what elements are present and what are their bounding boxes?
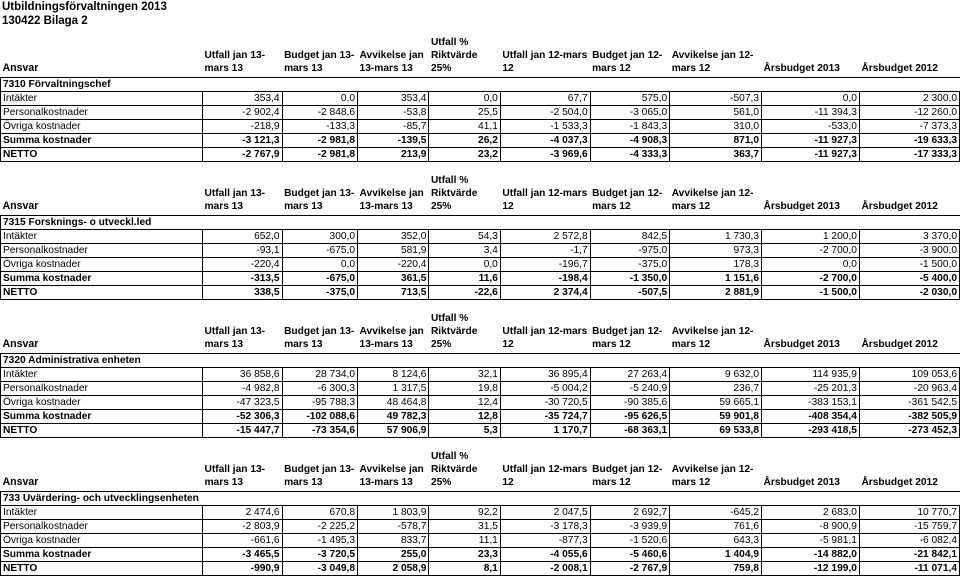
column-header: Budget jan 12-mars 12 xyxy=(592,326,663,350)
table-cell: -975,0 xyxy=(590,244,670,258)
table-cell: 1 803,9 xyxy=(358,506,429,520)
table-cell: -1 843,3 xyxy=(590,120,670,134)
table-cell: -11 394,3 xyxy=(762,106,860,120)
table-cell: 59 901,8 xyxy=(670,410,762,424)
table-cell: 871,0 xyxy=(670,134,762,148)
table-cell: -12 199,0 xyxy=(762,562,860,576)
column-header: Avvikelse jan 13-mars 13 xyxy=(359,50,424,74)
table-cell: 213,9 xyxy=(358,148,429,162)
table-cell: -1 533,3 xyxy=(500,120,590,134)
table-cell: 3,4 xyxy=(429,244,500,258)
table-cell: -313,5 xyxy=(203,272,283,286)
table-cell: 581,9 xyxy=(358,244,429,258)
column-header-row xyxy=(1,174,960,216)
table-row xyxy=(1,286,960,300)
table-cell: -408 354,4 xyxy=(762,410,860,424)
table-cell: -35 724,7 xyxy=(500,410,590,424)
table-row xyxy=(1,230,960,244)
column-header: Utfall % Riktvärde 25% xyxy=(430,175,478,212)
table-cell: -102 088,6 xyxy=(282,410,357,424)
table-cell: 114 935,9 xyxy=(762,368,860,382)
column-header: Avvikelse jan 13-mars 13 xyxy=(359,464,424,488)
table-cell: -95 788,3 xyxy=(282,396,357,410)
section-name: 7315 Forsknings- o utveckl.led xyxy=(1,216,960,230)
table-cell: -2 981,8 xyxy=(282,148,357,162)
column-header: Utfall jan 12-mars 12 xyxy=(502,326,588,350)
table-cell: 54,3 xyxy=(429,230,500,244)
table-row xyxy=(1,134,960,148)
column-header: Avvikelse jan 13-mars 13 xyxy=(359,326,424,350)
table-cell: -877,3 xyxy=(500,534,590,548)
table-cell: 713,5 xyxy=(358,286,429,300)
table-cell: -4 055,6 xyxy=(500,548,590,562)
table-cell: 49 782,3 xyxy=(358,410,429,424)
table-cell: -93,1 xyxy=(203,244,283,258)
table-row xyxy=(1,368,960,382)
table-cell: -383 153,1 xyxy=(762,396,860,410)
section-header-row xyxy=(1,216,960,230)
table-cell: 23,2 xyxy=(429,148,500,162)
table-row xyxy=(1,520,960,534)
table-cell: 2 058,9 xyxy=(358,562,429,576)
row-label: Övriga kostnader xyxy=(1,120,203,134)
table-cell: -19 633,3 xyxy=(859,134,959,148)
table-cell: 59 665,1 xyxy=(670,396,762,410)
table-cell: -90 385,6 xyxy=(590,396,670,410)
column-header: Utfall jan 13-mars 13 xyxy=(204,50,266,74)
column-header: Årsbudget 2012 xyxy=(861,339,938,350)
table-cell: -661,6 xyxy=(203,534,283,548)
row-label: Personalkostnader xyxy=(1,244,203,258)
row-label: NETTO xyxy=(1,148,203,162)
table-cell: -2 700,0 xyxy=(762,244,860,258)
column-header: Budget jan 13-mars 13 xyxy=(284,188,355,212)
table-cell: -4 982,8 xyxy=(203,382,283,396)
table-cell: -375,0 xyxy=(590,258,670,272)
table-cell: 3 370,0 xyxy=(859,230,959,244)
table-cell: 353,4 xyxy=(358,92,429,106)
table-cell: 670,8 xyxy=(282,506,357,520)
table-cell: -198,4 xyxy=(500,272,590,286)
row-label: Summa kostnader xyxy=(1,548,203,562)
table-cell: -11 071,4 xyxy=(859,562,959,576)
table-cell: -20 963,4 xyxy=(859,382,959,396)
row-label: Övriga kostnader xyxy=(1,534,203,548)
table-cell: -382 505,9 xyxy=(859,410,959,424)
table-row xyxy=(1,92,960,106)
table-cell: -2 981,8 xyxy=(282,134,357,148)
table-cell: 5,3 xyxy=(429,424,500,438)
table-cell: 575,0 xyxy=(590,92,670,106)
table-cell: 0,0 xyxy=(429,92,500,106)
row-label: Intäkter xyxy=(1,506,203,520)
table-cell: -533,0 xyxy=(762,120,860,134)
section-name: 7310 Förvaltningschef xyxy=(1,78,960,92)
table-cell: -4 908,3 xyxy=(590,134,670,148)
table-row xyxy=(1,396,960,410)
table-cell: 338,5 xyxy=(203,286,283,300)
table-cell: 842,5 xyxy=(590,230,670,244)
table-cell: 353,4 xyxy=(203,92,283,106)
table-cell: 352,0 xyxy=(358,230,429,244)
column-header: Budget jan 13-mars 13 xyxy=(284,326,355,350)
table-cell: -1 500,0 xyxy=(859,258,959,272)
table-cell: 31,5 xyxy=(429,520,500,534)
table-cell: -2 803,9 xyxy=(203,520,283,534)
table-cell: -2 008,1 xyxy=(500,562,590,576)
row-label: Intäkter xyxy=(1,368,203,382)
section-header-row xyxy=(1,354,960,368)
table-cell: 2 300,0 xyxy=(859,92,959,106)
table-cell: -30 720,5 xyxy=(500,396,590,410)
table-cell: -3 065,0 xyxy=(590,106,670,120)
table-cell: -645,2 xyxy=(670,506,762,520)
table-cell: -2 848,6 xyxy=(282,106,357,120)
table-cell: 2 374,4 xyxy=(500,286,590,300)
table-cell: -11 927,3 xyxy=(762,134,860,148)
table-cell: 32,1 xyxy=(429,368,500,382)
table-cell: 1 317,5 xyxy=(358,382,429,396)
table-cell: 48 464,8 xyxy=(358,396,429,410)
table-cell: 0,0 xyxy=(282,258,357,272)
table-row xyxy=(1,120,960,134)
table-cell: -68 363,1 xyxy=(590,424,670,438)
table-cell: 8 124,6 xyxy=(358,368,429,382)
table-cell: 310,0 xyxy=(670,120,762,134)
section-table xyxy=(0,312,960,438)
table-cell: -2 504,0 xyxy=(500,106,590,120)
table-cell: 69 533,8 xyxy=(670,424,762,438)
table-cell: -3 465,5 xyxy=(203,548,283,562)
table-cell: 255,0 xyxy=(358,548,429,562)
table-cell: 9 632,0 xyxy=(670,368,762,382)
row-label: Övriga kostnader xyxy=(1,396,203,410)
table-cell: 109 053,6 xyxy=(859,368,959,382)
column-header: Ansvar xyxy=(2,476,39,488)
row-label: Intäkter xyxy=(1,230,203,244)
row-label: Summa kostnader xyxy=(1,410,203,424)
row-label: NETTO xyxy=(1,424,203,438)
table-cell: 2 692,7 xyxy=(590,506,670,520)
column-header: Budget jan 12-mars 12 xyxy=(592,188,663,212)
table-cell: -578,7 xyxy=(358,520,429,534)
column-header: Avvikelse jan 12-mars 12 xyxy=(671,188,754,212)
column-header: Årsbudget 2012 xyxy=(861,63,938,74)
table-cell: 27 263,4 xyxy=(590,368,670,382)
column-header: Årsbudget 2013 xyxy=(763,63,840,74)
table-cell: -5 460,6 xyxy=(590,548,670,562)
table-cell: -273 452,3 xyxy=(859,424,959,438)
column-header: Årsbudget 2012 xyxy=(861,201,938,212)
table-cell: -6 082,4 xyxy=(859,534,959,548)
table-row xyxy=(1,258,960,272)
section-name: 7320 Administrativa enheten xyxy=(1,354,960,368)
table-cell: 643,3 xyxy=(670,534,762,548)
table-cell: -990,9 xyxy=(203,562,283,576)
row-label: Intäkter xyxy=(1,92,203,106)
column-header-row xyxy=(1,36,960,78)
table-cell: -6 300,3 xyxy=(282,382,357,396)
table-cell: -196,7 xyxy=(500,258,590,272)
row-label: Personalkostnader xyxy=(1,106,203,120)
table-cell: -52 306,3 xyxy=(203,410,283,424)
column-header: Utfall jan 12-mars 12 xyxy=(502,188,588,212)
table-row xyxy=(1,562,960,576)
column-header: Ansvar xyxy=(2,62,39,74)
table-cell: 36 895,4 xyxy=(500,368,590,382)
table-cell: 363,7 xyxy=(670,148,762,162)
column-header: Avvikelse jan 12-mars 12 xyxy=(671,464,754,488)
table-cell: 1 170,7 xyxy=(500,424,590,438)
table-row xyxy=(1,410,960,424)
column-header: Utfall jan 12-mars 12 xyxy=(502,50,588,74)
table-cell: -47 323,5 xyxy=(203,396,283,410)
table-cell: -2 767,9 xyxy=(590,562,670,576)
row-label: Övriga kostnader xyxy=(1,258,203,272)
table-cell: 652,0 xyxy=(203,230,283,244)
table-cell: -675,0 xyxy=(282,244,357,258)
table-cell: 2 474,6 xyxy=(203,506,283,520)
table-cell: -2 700,0 xyxy=(762,272,860,286)
table-cell: -53,8 xyxy=(358,106,429,120)
table-cell: 833,7 xyxy=(358,534,429,548)
section-header-row xyxy=(1,78,960,92)
table-cell: -12 260,0 xyxy=(859,106,959,120)
column-header: Budget jan 12-mars 12 xyxy=(592,50,663,74)
table-cell: -95 626,5 xyxy=(590,410,670,424)
column-header: Utfall jan 12-mars 12 xyxy=(502,464,588,488)
table-row xyxy=(1,106,960,120)
table-cell: 23,3 xyxy=(429,548,500,562)
table-cell: -25 201,3 xyxy=(762,382,860,396)
table-cell: 8,1 xyxy=(429,562,500,576)
table-cell: -21 842,1 xyxy=(859,548,959,562)
table-cell: -2 030,0 xyxy=(859,286,959,300)
table-cell: -73 354,6 xyxy=(282,424,357,438)
table-cell: -85,7 xyxy=(358,120,429,134)
column-header: Utfall % Riktvärde 25% xyxy=(430,37,478,74)
table-cell: -1 500,0 xyxy=(762,286,860,300)
table-cell: 11,1 xyxy=(429,534,500,548)
table-cell: -14 882,0 xyxy=(762,548,860,562)
table-cell: -675,0 xyxy=(282,272,357,286)
row-label: NETTO xyxy=(1,562,203,576)
table-cell: -4 333,3 xyxy=(590,148,670,162)
table-cell: 2 881,9 xyxy=(670,286,762,300)
row-label: Summa kostnader xyxy=(1,134,203,148)
row-label: Summa kostnader xyxy=(1,272,203,286)
table-row xyxy=(1,534,960,548)
table-cell: -1,7 xyxy=(500,244,590,258)
column-header-row xyxy=(1,450,960,492)
section-table xyxy=(0,450,960,576)
table-row xyxy=(1,548,960,562)
table-cell: -22,6 xyxy=(429,286,500,300)
table-cell: -3 121,3 xyxy=(203,134,283,148)
table-cell: 1 200,0 xyxy=(762,230,860,244)
column-header: Årsbudget 2013 xyxy=(763,477,840,488)
column-header: Årsbudget 2013 xyxy=(763,339,840,350)
section-header-row xyxy=(1,492,960,506)
column-header: Utfall jan 13-mars 13 xyxy=(204,326,266,350)
table-cell: -133,3 xyxy=(282,120,357,134)
table-cell: -139,5 xyxy=(358,134,429,148)
table-cell: -361 542,5 xyxy=(859,396,959,410)
table-cell: -2 902,4 xyxy=(203,106,283,120)
table-cell: -3 178,3 xyxy=(500,520,590,534)
table-cell: 761,6 xyxy=(670,520,762,534)
table-row xyxy=(1,382,960,396)
table-cell: 92,2 xyxy=(429,506,500,520)
table-row xyxy=(1,148,960,162)
table-cell: -4 037,3 xyxy=(500,134,590,148)
column-header: Årsbudget 2013 xyxy=(763,201,840,212)
table-cell: 0,0 xyxy=(762,92,860,106)
table-cell: -8 900,9 xyxy=(762,520,860,534)
table-cell: -5 004,2 xyxy=(500,382,590,396)
column-header: Budget jan 13-mars 13 xyxy=(284,464,355,488)
table-cell: 67,7 xyxy=(500,92,590,106)
table-cell: 300,0 xyxy=(282,230,357,244)
table-cell: -3 939,9 xyxy=(590,520,670,534)
column-header: Årsbudget 2012 xyxy=(861,477,938,488)
table-cell: -15 447,7 xyxy=(203,424,283,438)
table-cell: 36 858,6 xyxy=(203,368,283,382)
column-header: Avvikelse jan 12-mars 12 xyxy=(671,326,754,350)
row-label: Personalkostnader xyxy=(1,382,203,396)
table-cell: -218,9 xyxy=(203,120,283,134)
table-cell: -3 049,8 xyxy=(282,562,357,576)
section-table xyxy=(0,36,960,162)
table-cell: -2 225,2 xyxy=(282,520,357,534)
table-cell: 2 047,5 xyxy=(500,506,590,520)
column-header: Utfall jan 13-mars 13 xyxy=(204,188,266,212)
table-cell: 361,5 xyxy=(358,272,429,286)
table-cell: 0,0 xyxy=(429,258,500,272)
column-header: Utfall jan 13-mars 13 xyxy=(204,464,266,488)
table-cell: 12,4 xyxy=(429,396,500,410)
table-cell: -375,0 xyxy=(282,286,357,300)
table-cell: 19,8 xyxy=(429,382,500,396)
column-header: Avvikelse jan 13-mars 13 xyxy=(359,188,424,212)
table-cell: 1 730,3 xyxy=(670,230,762,244)
table-cell: -11 927,3 xyxy=(762,148,860,162)
row-label: NETTO xyxy=(1,286,203,300)
column-header: Ansvar xyxy=(2,200,39,212)
table-cell: 178,3 xyxy=(670,258,762,272)
table-row xyxy=(1,506,960,520)
column-header: Utfall % Riktvärde 25% xyxy=(430,313,478,350)
table-cell: -3 900,0 xyxy=(859,244,959,258)
table-cell: 41,1 xyxy=(429,120,500,134)
column-header-row xyxy=(1,312,960,354)
table-cell: 2 572,8 xyxy=(500,230,590,244)
column-header: Avvikelse jan 12-mars 12 xyxy=(671,50,754,74)
table-cell: -1 520,6 xyxy=(590,534,670,548)
table-cell: 973,3 xyxy=(670,244,762,258)
table-cell: -220,4 xyxy=(203,258,283,272)
table-cell: -220,4 xyxy=(358,258,429,272)
table-cell: 26,2 xyxy=(429,134,500,148)
row-label: Personalkostnader xyxy=(1,520,203,534)
column-header: Budget jan 12-mars 12 xyxy=(592,464,663,488)
table-cell: -507,3 xyxy=(670,92,762,106)
table-cell: 11,6 xyxy=(429,272,500,286)
column-header: Budget jan 13-mars 13 xyxy=(284,50,355,74)
section-table xyxy=(0,174,960,300)
table-row xyxy=(1,272,960,286)
table-cell: 28 734,0 xyxy=(282,368,357,382)
table-row xyxy=(1,424,960,438)
table-cell: -15 759,7 xyxy=(859,520,959,534)
table-cell: -17 333,3 xyxy=(859,148,959,162)
table-cell: -293 418,5 xyxy=(762,424,860,438)
table-cell: -1 495,3 xyxy=(282,534,357,548)
table-cell: 0,0 xyxy=(762,258,860,272)
table-cell: 561,0 xyxy=(670,106,762,120)
table-cell: -507,5 xyxy=(590,286,670,300)
section-name: 733 Uvärdering- och utvecklingsenheten xyxy=(1,492,960,506)
table-cell: -1 350,0 xyxy=(590,272,670,286)
table-cell: -3 969,6 xyxy=(500,148,590,162)
table-cell: -2 767,9 xyxy=(203,148,283,162)
table-cell: 2 683,0 xyxy=(762,506,860,520)
document-subtitle: 130422 Bilaga 2 xyxy=(2,15,88,27)
table-cell: 12,8 xyxy=(429,410,500,424)
table-row xyxy=(1,244,960,258)
table-cell: 0,0 xyxy=(282,92,357,106)
column-header: Utfall % Riktvärde 25% xyxy=(430,451,478,488)
table-cell: 236,7 xyxy=(670,382,762,396)
table-cell: 1 404,9 xyxy=(670,548,762,562)
table-cell: 10 770,7 xyxy=(859,506,959,520)
table-cell: -7 373,3 xyxy=(859,120,959,134)
table-cell: 57 906,9 xyxy=(358,424,429,438)
table-cell: 1 151,6 xyxy=(670,272,762,286)
table-cell: -5 981,1 xyxy=(762,534,860,548)
table-cell: 759,8 xyxy=(670,562,762,576)
table-cell: -3 720,5 xyxy=(282,548,357,562)
column-header: Ansvar xyxy=(2,338,39,350)
table-cell: -5 240,9 xyxy=(590,382,670,396)
table-cell: -5 400,0 xyxy=(859,272,959,286)
table-cell: 25,5 xyxy=(429,106,500,120)
document-title: Utbildningsförvaltningen 2013 xyxy=(2,1,167,13)
